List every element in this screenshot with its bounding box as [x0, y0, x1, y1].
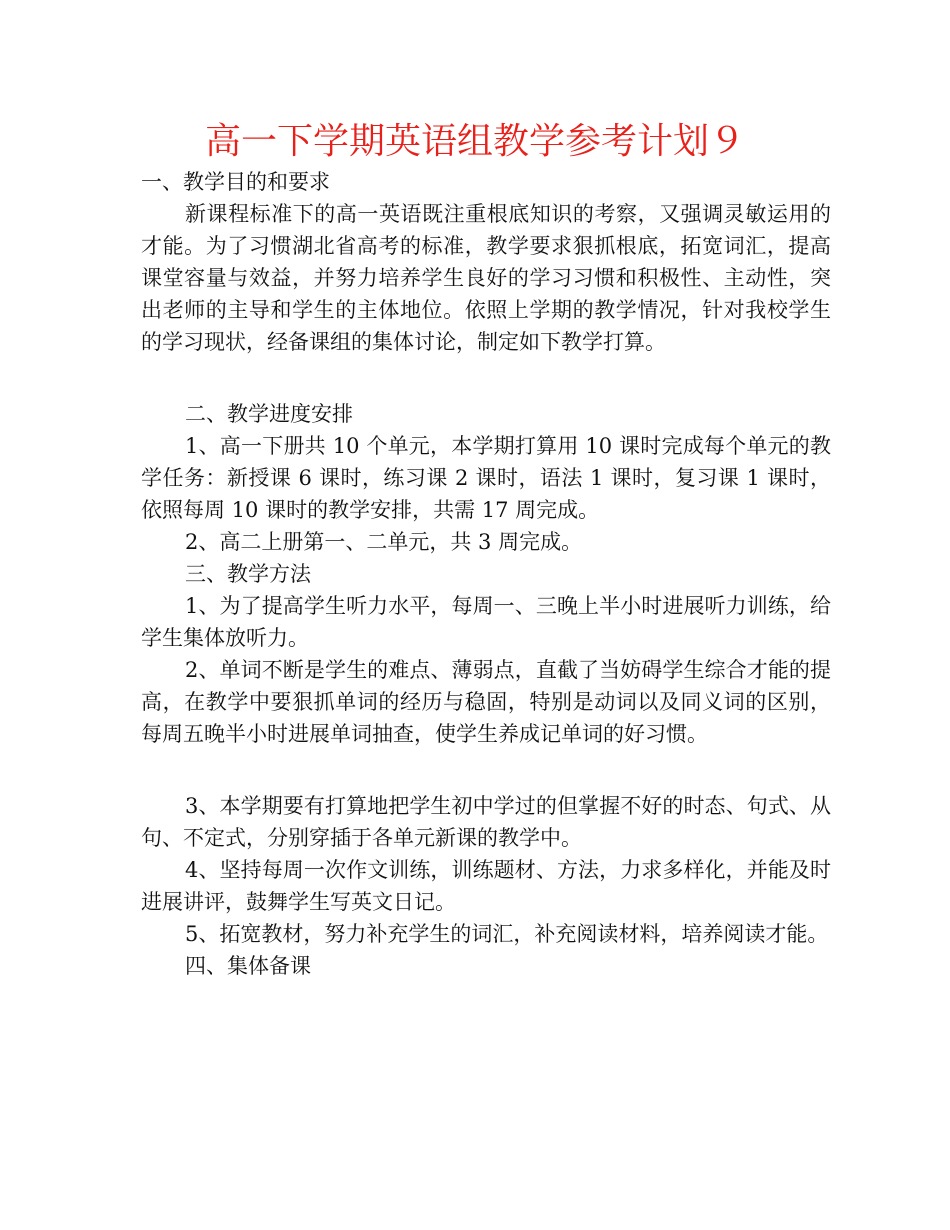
paragraph: 1、为了提高学生听力水平，每周一、三晚上半小时进展听力训练，给学生集体放听力。 [141, 594, 831, 650]
document-body [141, 166, 831, 982]
section-heading: 三、教学方法 [185, 562, 311, 586]
paragraph: 1、高一下册共 10 个单元，本学期打算用 10 课时完成每个单元的教学任务：新授课 6 课时，练习课 2 课时，语法 1 课时，复习课 1 课时，依照每周 10 课时的教学安排，共需 17 周完成。 [141, 434, 831, 522]
paragraph: 5、拓宽教材，努力补充学生的词汇，补充阅读材料，培养阅读才能。 [185, 922, 829, 946]
section-heading: 一、教学目的和要求 [141, 170, 330, 194]
paragraph: 2、高二上册第一、二单元，共 3 周完成。 [185, 530, 583, 554]
paragraph: 3、本学期要有打算地把学生初中学过的但掌握不好的时态、句式、从句、不定式，分别穿插于各单元新课的教学中。 [141, 794, 831, 850]
paragraph: 2、单词不断是学生的难点、薄弱点，直截了当妨碍学生综合才能的提高，在教学中要狠抓单词的经历与稳固，特别是动词以及同义词的区别，每周五晚半小时进展单词抽查，使学生养成记单词的好习惯。 [141, 658, 831, 746]
section-heading: 二、教学进度安排 [185, 402, 353, 426]
document-title: 高一下学期英语组教学参考计划９ [204, 121, 745, 162]
section-heading: 四、集体备课 [185, 954, 311, 978]
paragraph: 新课程标准下的高一英语既注重根底知识的考察，又强调灵敏运用的才能。为了习惯湖北省高考的标准，教学要求狠抓根底，拓宽词汇，提高课堂容量与效益，并努力培养学生良好的学习习惯和积极性、主动性，突出老师的主导和学生的主体地位。依照上学期的教学情况，针对我校学生的学习现状，经备课组的集体讨论，制定如下教学打算。 [141, 202, 831, 354]
paragraph: 4、坚持每周一次作文训练，训练题材、方法，力求多样化，并能及时进展讲评，鼓舞学生写英文日记。 [141, 858, 831, 914]
